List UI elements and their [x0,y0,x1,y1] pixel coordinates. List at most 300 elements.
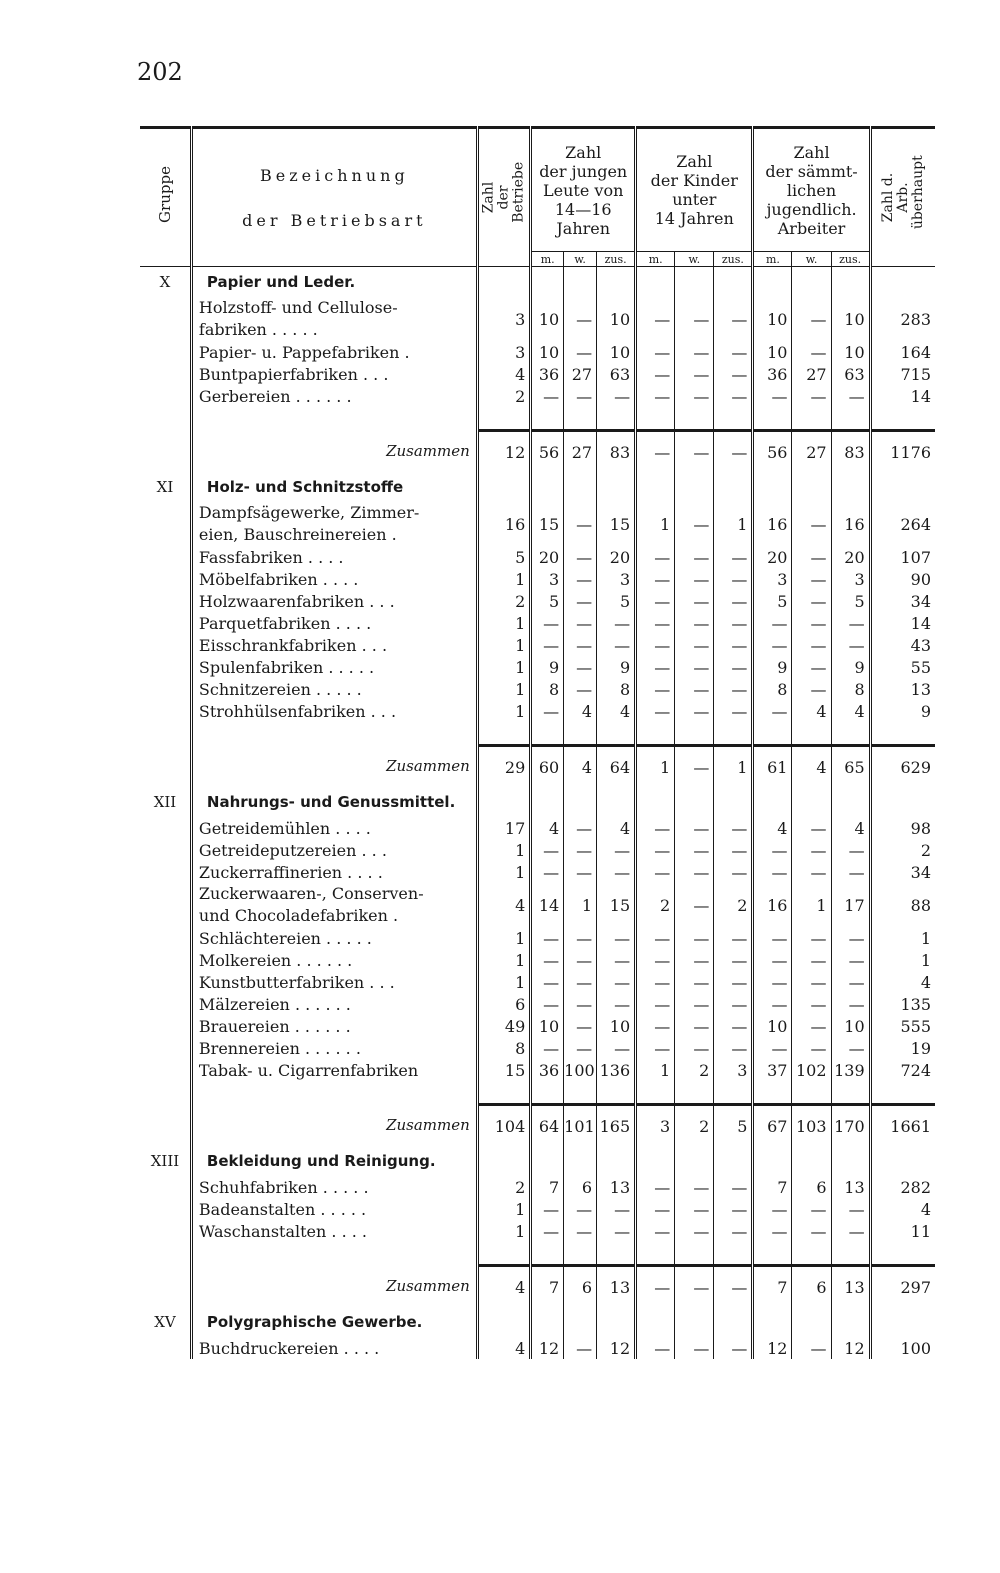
cell-sm: — [753,993,792,1015]
cell-sm: 16 [753,883,792,927]
cell-kz: — [714,1015,753,1037]
row-name: Fassfabriken . . . . [191,546,477,568]
empty-cell [714,1307,753,1337]
total-b: 4 [477,1266,530,1308]
cell-jw: — [564,341,597,363]
table-row [140,612,935,634]
cell-jm: — [531,1220,564,1242]
empty-cell [477,1146,530,1176]
total-jw: 27 [564,431,597,473]
cell-jw: 4 [564,700,597,722]
cell-b: 4 [477,1337,530,1359]
total-sw: 27 [792,431,831,473]
section-header-row [140,1307,935,1337]
sub-m: m. [636,252,675,267]
col-sammt: Zahl der sämmt- lichen jugendlich. Arbeiter [753,128,870,252]
cell-jz: — [597,1220,636,1242]
cell-sm: — [753,927,792,949]
total-row [140,1105,935,1147]
empty-cell [792,787,831,817]
col-bezeichnung: Bezeichnung der Betriebsart [191,128,477,267]
cell-jz: — [597,927,636,949]
row-name: Schuhfabriken . . . . . [191,1176,477,1198]
cell-a: 724 [870,1059,935,1081]
cell-km: — [636,1198,675,1220]
empty-cell [675,1081,714,1105]
cell-sw: — [792,568,831,590]
cell-sw: 102 [792,1059,831,1081]
cell-kz: — [714,1220,753,1242]
cell-a: 283 [870,297,935,341]
row-name: Möbelfabriken . . . . [191,568,477,590]
section-header-row [140,267,935,298]
row-name: Strohhülsenfabriken . . . [191,700,477,722]
cell-kw: — [675,385,714,407]
empty-cell [564,407,597,431]
page-number: 202 [137,58,183,86]
total-sw: 4 [792,746,831,788]
cell-kz: — [714,700,753,722]
cell-kw: — [675,297,714,341]
empty-cell [831,1146,870,1176]
cell-sw: — [792,502,831,546]
cell-kz: — [714,612,753,634]
group-cell [140,634,191,656]
cell-km: — [636,612,675,634]
empty-cell [792,1146,831,1176]
cell-km: — [636,949,675,971]
sub-w: w. [564,252,597,267]
col-jugend: Zahl der jungen Leute von 14—16 Jahren [531,128,636,252]
table-row [140,1337,935,1359]
cell-km: — [636,817,675,839]
cell-jm: 8 [531,678,564,700]
total-km: — [636,431,675,473]
empty-cell [714,787,753,817]
cell-km: — [636,927,675,949]
table-row [140,883,935,927]
sub-zus: zus. [831,252,870,267]
empty-cell [675,407,714,431]
cell-b: 2 [477,1176,530,1198]
cell-jw: — [564,1198,597,1220]
cell-kw: — [675,678,714,700]
cell-kz: — [714,1337,753,1359]
section-title: Holz- und Schnitzstoffe [191,472,477,502]
total-row [140,431,935,473]
cell-sz: — [831,634,870,656]
cell-jz: 3 [597,568,636,590]
cell-sm: — [753,971,792,993]
cell-kw: — [675,949,714,971]
empty-cell [714,407,753,431]
empty-cell [477,1081,530,1105]
total-kw: — [675,746,714,788]
cell-a: 715 [870,363,935,385]
row-name: Holzstoff- und Cellulose- fabriken . . . . . [191,297,477,341]
total-km: — [636,1266,675,1308]
group-cell [140,341,191,363]
cell-kz: — [714,656,753,678]
empty-cell [870,1146,935,1176]
group-number: XV [154,1313,176,1331]
spacer-row [140,1081,935,1105]
empty-cell [675,1242,714,1266]
empty-cell [831,1081,870,1105]
cell-a: 34 [870,861,935,883]
cell-b: 4 [477,363,530,385]
group-cell [140,993,191,1015]
empty-cell [714,1146,753,1176]
cell-b: 1 [477,1198,530,1220]
empty-cell [714,1242,753,1266]
cell-jw: 100 [564,1060,595,1080]
total-a: 1661 [870,1105,935,1147]
empty-cell [753,1146,792,1176]
cell-sz: 20 [831,546,870,568]
cell-b: 1 [477,949,530,971]
cell-b: 1 [477,656,530,678]
cell-jm: — [531,1198,564,1220]
total-kz: 1 [714,746,753,788]
empty-cell [477,722,530,746]
total-label: Zusammen [191,1105,477,1147]
cell-b: 4 [477,883,530,927]
group-number: XI [156,478,174,496]
cell-sw: — [792,634,831,656]
total-kw: — [675,431,714,473]
empty-cell [753,267,792,298]
empty-cell [597,1242,636,1266]
cell-sz: — [831,927,870,949]
cell-jm: — [531,612,564,634]
cell-a: 555 [870,1015,935,1037]
cell-kw: — [675,341,714,363]
group-cell [140,839,191,861]
group-cell [140,502,191,546]
cell-sz: — [831,861,870,883]
empty-cell [792,722,831,746]
table-row [140,341,935,363]
cell-sz: 8 [831,678,870,700]
empty-cell [870,787,935,817]
total-sz: 170 [831,1105,870,1147]
cell-a: 100 [870,1337,935,1359]
empty-cell [636,787,675,817]
cell-sz: 10 [831,341,870,363]
empty-cell [870,267,935,298]
table-row [140,817,935,839]
empty-cell [792,407,831,431]
cell-km: — [636,700,675,722]
cell-sm: 10 [753,297,792,341]
cell-kw: — [675,1337,714,1359]
cell-sw: — [792,1337,831,1359]
total-sm: 67 [753,1105,792,1147]
cell-jm: 15 [531,502,564,546]
empty-cell [477,787,530,817]
empty-cell [597,1146,636,1176]
cell-km: 1 [636,1059,675,1081]
cell-jz: — [597,385,636,407]
total-label: Zusammen [191,431,477,473]
cell-km: — [636,1176,675,1198]
cell-jm: 10 [531,1015,564,1037]
cell-jw: — [564,568,597,590]
table-row [140,502,935,546]
row-name: Buchdruckereien . . . . [191,1337,477,1359]
cell-km: 1 [636,502,675,546]
cell-kz: — [714,839,753,861]
cell-jw: — [564,927,597,949]
cell-jz: — [597,634,636,656]
cell-sw: — [792,1015,831,1037]
table-row [140,1198,935,1220]
cell-sm: — [753,861,792,883]
cell-sw: — [792,656,831,678]
cell-b: 1 [477,971,530,993]
cell-b: 3 [477,297,530,341]
cell-jz: — [597,1198,636,1220]
cell-kz: — [714,363,753,385]
cell-sm: — [753,634,792,656]
cell-sz: 63 [831,363,870,385]
cell-km: — [636,861,675,883]
empty-cell [564,722,597,746]
empty-cell [675,472,714,502]
sub-zus: zus. [597,252,636,267]
cell-jw: — [564,1337,597,1359]
cell-kw: — [675,656,714,678]
cell-sz: — [831,949,870,971]
total-sz: 65 [831,746,870,788]
cell-km: 2 [636,883,675,927]
cell-sz: 13 [831,1176,870,1198]
table-row [140,678,935,700]
total-label: Zusammen [191,746,477,788]
table-row [140,839,935,861]
cell-sz: 4 [831,817,870,839]
cell-b: 1 [477,839,530,861]
empty-cell [597,787,636,817]
section-title: Nahrungs- und Genussmittel. [191,787,477,817]
total-jw: 101 [564,1105,597,1147]
empty-cell [753,1081,792,1105]
cell-kw: — [675,700,714,722]
cell-b: 6 [477,993,530,1015]
cell-km: — [636,678,675,700]
empty-cell [675,722,714,746]
cell-jm: — [531,993,564,1015]
cell-a: 14 [870,385,935,407]
table-row [140,700,935,722]
total-sm: 7 [753,1266,792,1308]
row-name: Dampfsägewerke, Zimmer- eien, Bauschreinereien . [191,502,477,546]
cell-b: 1 [477,700,530,722]
row-name: Badeanstalten . . . . . [191,1198,477,1220]
group-number: XIII [150,1152,180,1170]
cell-sz: — [831,612,870,634]
cell-b: 15 [477,1059,530,1081]
cell-b: 49 [477,1015,530,1037]
empty-cell [636,407,675,431]
cell-sm: 3 [753,568,792,590]
cell-jz: 9 [597,656,636,678]
cell-jw: 6 [564,1176,597,1198]
section-header-row [140,472,935,502]
total-jm: 60 [531,746,564,788]
cell-jm: — [531,1037,564,1059]
cell-b: 3 [477,341,530,363]
row-name: Zuckerraffinerien . . . . [191,861,477,883]
empty-cell [597,722,636,746]
cell-kw: — [675,971,714,993]
table-header [140,128,935,267]
cell-sm: 4 [753,817,792,839]
table-row [140,1015,935,1037]
empty-cell [477,267,530,298]
empty-cell [564,787,597,817]
cell-a: 13 [870,678,935,700]
empty-cell [753,787,792,817]
cell-jm: — [531,634,564,656]
cell-jz: 12 [597,1337,636,1359]
total-sw: 6 [792,1266,831,1308]
cell-jz: 8 [597,678,636,700]
group-cell [140,817,191,839]
row-name: Spulenfabriken . . . . . [191,656,477,678]
total-row [140,1266,935,1308]
cell-sz: 5 [831,590,870,612]
col-zahl-betriebe: Zahl der Betriebe [477,128,530,267]
empty-cell [564,1242,597,1266]
sub-m: m. [753,252,792,267]
cell-sw: — [792,385,831,407]
cell-km: — [636,839,675,861]
empty-cell [531,787,564,817]
cell-kw: — [675,590,714,612]
group-cell [140,883,191,927]
empty-cell [597,407,636,431]
cell-km: — [636,297,675,341]
empty-cell [831,407,870,431]
cell-sw: — [792,297,831,341]
table-row [140,297,935,341]
cell-sw: 6 [792,1176,831,1198]
cell-km: — [636,971,675,993]
col-arb-ueberhaupt: Zahl d. Arb. überhaupt [870,128,935,267]
cell-sm: — [753,700,792,722]
group-cell [140,1337,191,1359]
cell-a: 107 [870,546,935,568]
total-jz: 13 [597,1266,636,1308]
cell-km: — [636,1037,675,1059]
cell-kw: — [675,568,714,590]
table-row [140,1176,935,1198]
cell-kw: — [675,634,714,656]
cell-a: 34 [870,590,935,612]
row-name: Parquetfabriken . . . . [191,612,477,634]
cell-jz: 10 [597,297,636,341]
total-jw: 4 [564,746,597,788]
cell-jz: 4 [597,817,636,839]
empty-cell [870,407,935,431]
cell-kz: 1 [714,502,753,546]
cell-sz: — [831,839,870,861]
group-cell [140,385,191,407]
group-cell [140,700,191,722]
group-cell [140,1015,191,1037]
cell-kw: — [675,546,714,568]
cell-jw: — [564,502,597,546]
cell-sz: — [831,385,870,407]
cell-sm: 12 [753,1337,792,1359]
empty-cell [531,267,564,298]
cell-kz: — [714,297,753,341]
total-a: 629 [870,746,935,788]
cell-jz: 15 [597,883,636,927]
empty-cell [831,1307,870,1337]
cell-sw: — [792,949,831,971]
cell-kw: — [675,363,714,385]
empty-cell [597,472,636,502]
cell-jw: — [564,546,597,568]
cell-jm: 36 [531,1059,564,1081]
section-header-row [140,787,935,817]
total-a: 297 [870,1266,935,1308]
total-jm: 7 [531,1266,564,1308]
table-row [140,385,935,407]
empty-cell [531,1307,564,1337]
cell-sw: — [792,927,831,949]
cell-km: — [636,363,675,385]
empty-cell [564,1307,597,1337]
cell-b: 1 [477,612,530,634]
empty-cell [870,1081,935,1105]
cell-kw: — [675,1015,714,1037]
empty-cell [792,1307,831,1337]
total-km: 1 [636,746,675,788]
cell-jz: 20 [597,546,636,568]
cell-sw: — [792,612,831,634]
cell-b: 1 [477,1220,530,1242]
cell-kz: — [714,678,753,700]
cell-b: 2 [477,590,530,612]
empty-cell [831,1242,870,1266]
table-row [140,927,935,949]
empty-cell [531,472,564,502]
cell-jm: 10 [531,297,564,341]
empty-cell [597,1081,636,1105]
cell-jz: — [597,971,636,993]
table-row [140,949,935,971]
total-sm: 56 [753,431,792,473]
empty-cell [636,1307,675,1337]
cell-sz: — [831,1037,870,1059]
cell-km: — [636,590,675,612]
cell-kw: — [675,1037,714,1059]
cell-jm: — [531,839,564,861]
row-name: Gerbereien . . . . . . [191,385,477,407]
cell-b: 8 [477,1037,530,1059]
total-jz: 83 [597,431,636,473]
cell-jw: — [564,949,597,971]
cell-jm: — [531,700,564,722]
cell-b: 16 [477,502,530,546]
table-row [140,861,935,883]
cell-jm: 9 [531,656,564,678]
cell-jz: 10 [597,341,636,363]
